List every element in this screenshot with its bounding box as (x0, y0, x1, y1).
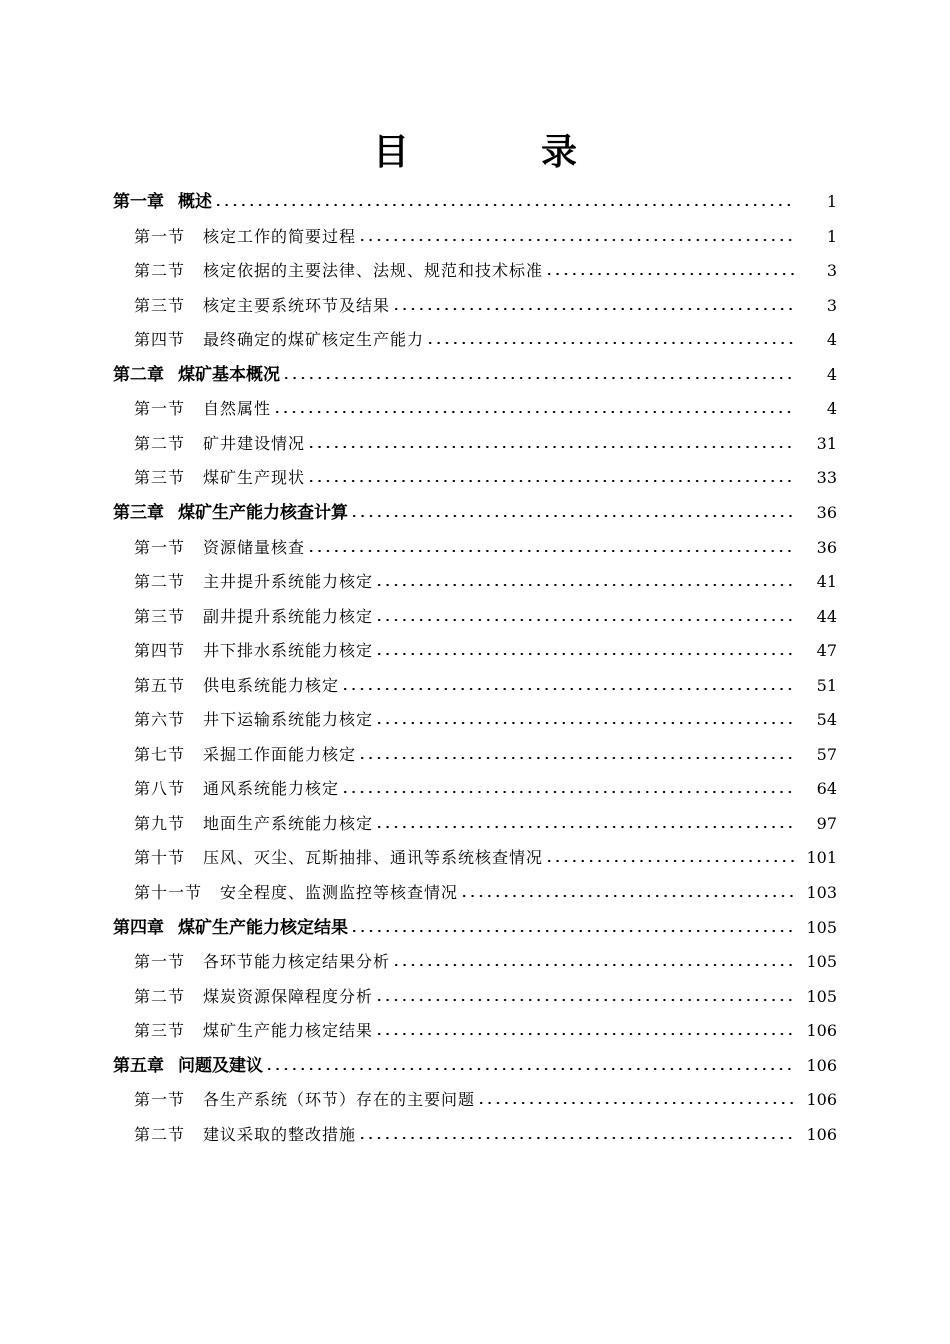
toc-page-number: 31 (816, 433, 837, 453)
toc-section-row[interactable] (0, 839, 950, 869)
toc-entry-label (134, 847, 543, 869)
toc-entry-title: 采掘工作面能力核定 (203, 744, 357, 764)
toc-page-number: 54 (816, 710, 837, 730)
toc-entry-label (134, 675, 339, 697)
toc-section-row[interactable] (0, 252, 950, 282)
page-title: 目 录 (372, 132, 625, 173)
toc-entry-title: 自然属性 (203, 399, 272, 419)
toc-entry-title: 副井提升系统能力核定 (203, 606, 374, 626)
dot-leader (350, 513, 794, 519)
toc-page-number: 106 (806, 1055, 837, 1075)
toc-page-number: 106 (806, 1124, 837, 1144)
dot-leader (392, 962, 794, 968)
toc-entry-label (134, 398, 271, 420)
toc-entry-title: 地面生产系统能力核定 (203, 813, 374, 833)
dot-leader (460, 893, 794, 899)
toc-page-number: 36 (816, 502, 837, 522)
dot-leader (307, 478, 794, 484)
toc-entry-label (134, 1020, 373, 1042)
toc-page-number: 57 (816, 744, 837, 764)
toc-chapter-row[interactable] (0, 909, 950, 939)
toc-entry-title: 核定依据的主要法律、法规、规范和技术标准 (203, 261, 544, 281)
dot-leader (375, 997, 794, 1003)
toc-section-row[interactable] (0, 321, 950, 351)
toc-section-row[interactable] (0, 978, 950, 1008)
toc-entry-title: 通风系统能力核定 (203, 779, 340, 799)
dot-leader (214, 202, 794, 208)
toc-page-number: 97 (816, 813, 837, 833)
toc-section-row[interactable] (0, 701, 950, 731)
dot-leader (341, 789, 794, 795)
toc-entry-number: 第二章 (113, 364, 164, 385)
toc-section-row[interactable] (0, 874, 950, 904)
toc-page-number: 44 (816, 606, 837, 626)
toc-entry-title: 安全程度、监测监控等核查情况 (220, 883, 459, 902)
toc-entry-label (134, 1124, 356, 1146)
toc-entry-title: 核定主要系统环节及结果 (203, 295, 391, 315)
toc-section-row[interactable] (0, 287, 950, 317)
toc-page-number: 4 (826, 330, 837, 350)
toc-entry-title: 矿井建设情况 (203, 433, 306, 453)
toc-entry-number: 第七节 (134, 744, 186, 764)
dot-leader (307, 444, 794, 450)
toc-entry-number: 第二节 (134, 1124, 186, 1144)
toc-entry-title: 最终确定的煤矿核定生产能力 (203, 330, 425, 350)
toc-entry-label (134, 295, 390, 317)
toc-entry-label (113, 917, 348, 939)
toc-chapter-row[interactable] (0, 494, 950, 524)
toc-page-number: 105 (806, 952, 837, 972)
toc-section-row[interactable] (0, 1116, 950, 1146)
toc-entry-number: 第四节 (134, 641, 186, 661)
dot-leader (375, 1031, 794, 1037)
toc-entry-title: 井下运输系统能力核定 (203, 710, 374, 730)
toc-entry-label (134, 640, 373, 662)
toc-entry-label (134, 951, 390, 973)
toc-entry-number: 第一节 (134, 399, 186, 419)
toc-page-number: 64 (816, 779, 837, 799)
toc-entry-number: 第五节 (134, 675, 186, 695)
toc-section-row[interactable] (0, 390, 950, 420)
toc-page-number: 36 (816, 537, 837, 557)
toc-page-number: 33 (816, 468, 837, 488)
toc-entry-label (134, 813, 373, 835)
dot-leader (375, 720, 794, 726)
toc-page-number: 41 (816, 572, 837, 592)
toc-entry-number: 第一节 (134, 226, 186, 246)
toc-entry-title: 问题及建议 (178, 1055, 263, 1076)
toc-section-row[interactable] (0, 736, 950, 766)
toc-page-number: 4 (826, 399, 837, 419)
toc-entry-title: 压风、灭尘、瓦斯抽排、通讯等系统核查情况 (203, 848, 544, 868)
toc-page-number: 3 (826, 261, 837, 281)
toc-entry-number: 第五章 (113, 1055, 164, 1076)
dot-leader (477, 1100, 794, 1106)
toc-entry-title: 资源储量核查 (203, 537, 306, 557)
toc-entry-label (134, 882, 458, 904)
toc-entry-number: 第二节 (134, 433, 186, 453)
toc-entry-number: 第三节 (134, 606, 186, 626)
toc-entry-title: 煤矿基本概况 (178, 364, 280, 385)
toc-entry-number: 第一节 (134, 952, 186, 972)
toc-entry-number: 第三章 (113, 502, 164, 523)
dot-leader (358, 755, 794, 761)
toc-section-row[interactable] (0, 598, 950, 628)
toc-page-number: 101 (806, 848, 837, 868)
toc-entry-label (134, 329, 424, 351)
toc-entry-title: 核定工作的简要过程 (203, 226, 357, 246)
dot-leader (358, 1135, 794, 1141)
toc-entry-title: 建议采取的整改措施 (203, 1124, 357, 1144)
toc-chapter-row[interactable] (0, 1047, 950, 1077)
toc-entry-title: 概述 (178, 192, 212, 212)
toc-entry-number: 第二节 (134, 572, 186, 592)
toc-entry-number: 第一节 (134, 537, 186, 557)
dot-leader (358, 237, 794, 243)
toc-entry-title: 主井提升系统能力核定 (203, 572, 374, 592)
toc-entry-label (113, 502, 348, 524)
toc-entry-number: 第三节 (134, 468, 186, 488)
toc-page-number: 106 (806, 1021, 837, 1041)
toc-entry-number: 第三节 (134, 1021, 186, 1041)
toc-page-number: 4 (826, 364, 837, 384)
toc-entry-title: 煤矿生产现状 (203, 468, 306, 488)
toc-page-number: 1 (826, 226, 837, 246)
toc-entry-label (134, 778, 339, 800)
toc-entry-label (134, 571, 373, 593)
toc-section-row[interactable] (0, 218, 950, 248)
toc-entry-number: 第一章 (113, 192, 164, 212)
toc-page-number: 51 (816, 675, 837, 695)
dot-leader (392, 306, 794, 312)
dot-leader (545, 271, 794, 277)
toc-entry-number: 第二节 (134, 261, 186, 281)
toc-entry-title: 各生产系统（环节）存在的主要问题 (203, 1090, 476, 1110)
toc-section-row[interactable] (0, 563, 950, 593)
dot-leader (282, 375, 794, 381)
toc-section-row[interactable] (0, 1012, 950, 1042)
toc-entry-number: 第八节 (134, 779, 186, 799)
toc-section-row[interactable] (0, 770, 950, 800)
toc-entry-number: 第六节 (134, 710, 186, 730)
toc-entry-number: 第四章 (113, 917, 164, 938)
dot-leader (375, 651, 794, 657)
toc-entry-label (134, 537, 305, 559)
toc-chapter-row[interactable] (0, 356, 950, 386)
toc-section-row[interactable] (0, 667, 950, 697)
toc-entry-label (113, 1055, 263, 1077)
toc-page-number: 3 (826, 295, 837, 315)
toc-entry-label (113, 191, 212, 213)
toc-entry-label (113, 364, 280, 386)
toc-entry-title: 井下排水系统能力核定 (203, 641, 374, 661)
toc-entry-label (134, 260, 543, 282)
toc-section-row[interactable] (0, 805, 950, 835)
dot-leader (375, 824, 794, 830)
toc-page-number: 105 (806, 986, 837, 1006)
dot-leader (273, 409, 794, 415)
dot-leader (350, 928, 794, 934)
toc-entry-number: 第二节 (134, 986, 186, 1006)
toc-section-row[interactable] (0, 632, 950, 662)
toc-entry-title: 煤矿生产能力核定结果 (178, 917, 348, 938)
dot-leader (341, 686, 794, 692)
toc-entry-number: 第一节 (134, 1090, 186, 1110)
toc-entry-number: 第四节 (134, 330, 186, 350)
toc-entry-title: 煤炭资源保障程度分析 (203, 986, 374, 1006)
toc-entry-number: 第三节 (134, 295, 186, 315)
toc-entry-number: 第十一节 (134, 883, 203, 902)
toc-entry-number: 第九节 (134, 813, 186, 833)
toc-entry-number: 第十节 (134, 848, 186, 868)
toc-page-number: 1 (826, 192, 837, 211)
dot-leader (307, 548, 794, 554)
toc-entry-title: 煤矿生产能力核查计算 (178, 502, 348, 523)
toc-page-number: 47 (816, 641, 837, 661)
toc-chapter-row[interactable] (0, 183, 950, 213)
toc-section-row[interactable] (0, 1081, 950, 1111)
toc-entry-title: 煤矿生产能力核定结果 (203, 1021, 374, 1041)
toc-page-number: 105 (806, 917, 837, 937)
toc-section-row[interactable] (0, 459, 950, 489)
toc-section-row[interactable] (0, 943, 950, 973)
toc-entry-label (134, 986, 373, 1008)
toc-entry-label (134, 433, 305, 455)
toc-entry-title: 各环节能力核定结果分析 (203, 952, 391, 972)
dot-leader (426, 340, 794, 346)
toc-entry-label (134, 1089, 475, 1111)
dot-leader (265, 1066, 794, 1072)
toc-entry-label (134, 467, 305, 489)
toc-entry-title: 供电系统能力核定 (203, 675, 340, 695)
toc-section-row[interactable] (0, 425, 950, 455)
toc-page-number: 103 (806, 883, 837, 902)
toc-entry-label (134, 606, 373, 628)
dot-leader (375, 582, 794, 588)
dot-leader (375, 617, 794, 623)
toc-entry-label (134, 226, 356, 248)
toc-section-row[interactable] (0, 529, 950, 559)
toc-page-number: 106 (806, 1090, 837, 1110)
toc-entry-label (134, 709, 373, 731)
toc-entry-label (134, 744, 356, 766)
dot-leader (545, 858, 794, 864)
